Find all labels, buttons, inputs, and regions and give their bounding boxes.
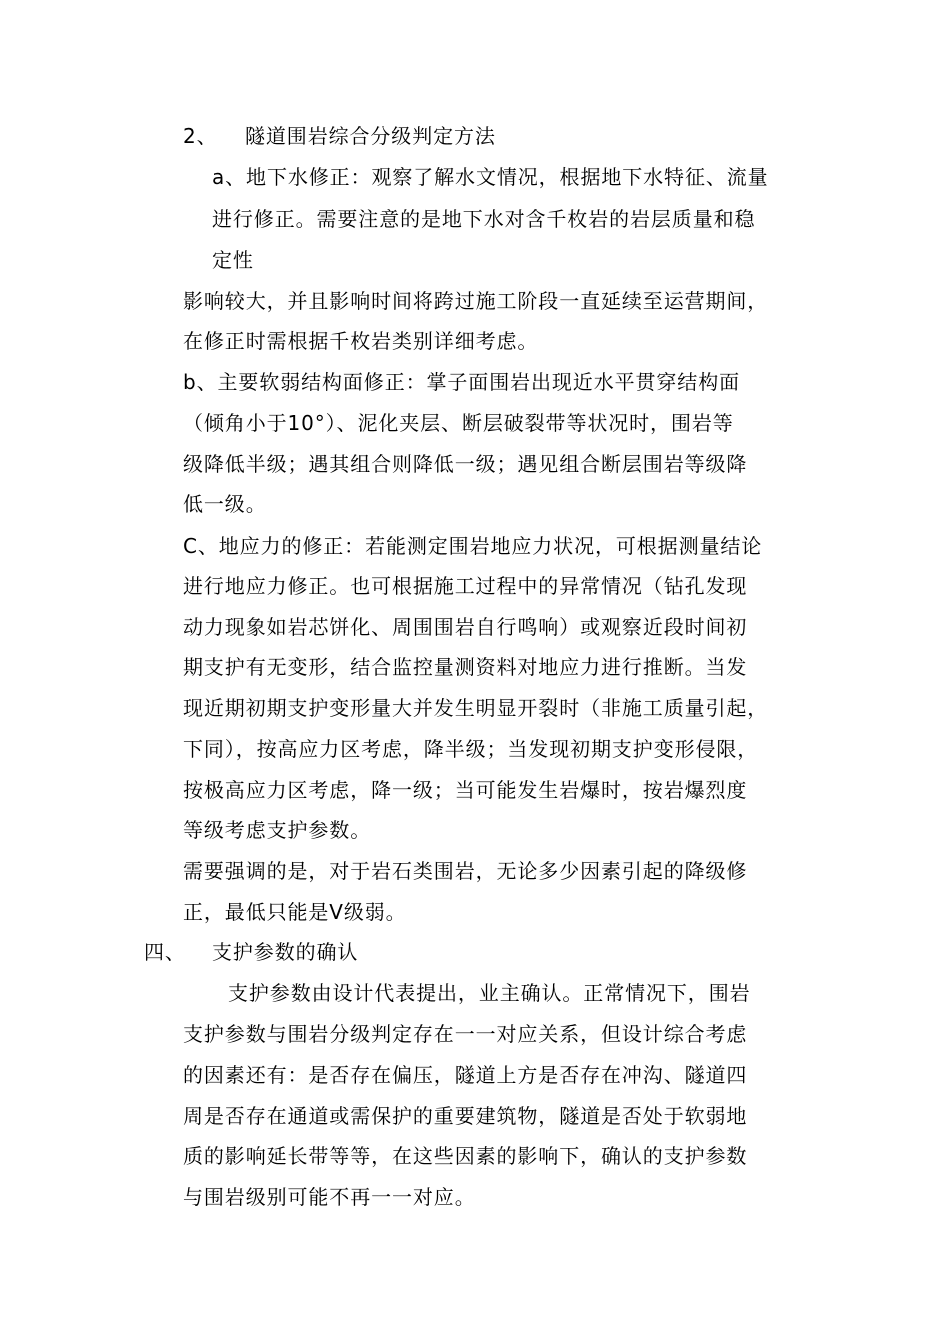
section-number: 四、: [144, 940, 186, 964]
para-support-line: 与围岩级别可能不再一一对应。: [183, 1185, 476, 1209]
section-heading-2: [183, 123, 496, 149]
para-a-line: a、地下水修正：观察了解水文情况，根据地下水特征、流量: [212, 165, 769, 189]
para-a-line: 在修正时需根据千枚岩类别详细考虑。: [183, 329, 539, 353]
section-heading-4: [144, 939, 358, 965]
para-b-line: 级降低半级；遇其组合则降低一级；遇见组合断层围岩等级降: [183, 452, 748, 476]
para-support-line: 支护参数由设计代表提出，业主确认。正常情况下，围岩: [228, 981, 751, 1005]
section-number: 2、: [183, 124, 218, 148]
para-a-line: 影响较大，并且影响时间将跨过施工阶段一直延续至运营期间，: [183, 289, 769, 313]
para-c-line: 期支护有无变形，结合监控量测资料对地应力进行推断。当发: [183, 655, 748, 679]
para-b-line: 低一级。: [183, 492, 267, 516]
para-c-line: 下同），按高应力区考虑，降半级；当发现初期支护变形侵限，: [183, 737, 759, 761]
para-c-line: 现近期初期支护变形量大并发生明显开裂时（非施工质量引起，: [183, 696, 769, 720]
para-c-line: 按极高应力区考虑，降一级；当可能发生岩爆时，按岩爆烈度: [183, 778, 748, 802]
para-b-line: b、主要软弱结构面修正：掌子面围岩出现近水平贯穿结构面: [183, 370, 740, 394]
para-a-line: 定性: [212, 248, 254, 272]
para-support-line: 的因素还有：是否存在偏压，隧道上方是否存在冲沟、隧道四: [183, 1063, 748, 1087]
para-support-line: 支护参数与围岩分级判定存在一一对应关系，但设计综合考虑: [183, 1022, 748, 1046]
para-emphasis-line: 需要强调的是，对于岩石类围岩，无论多少因素引起的降级修: [183, 859, 748, 883]
para-emphasis-line: 正，最低只能是Ⅴ级弱。: [183, 900, 407, 924]
para-support-line: 质的影响延长带等等，在这些因素的影响下，确认的支护参数: [183, 1144, 748, 1168]
section-title: 隧道围岩综合分级判定方法: [245, 124, 496, 148]
para-c-line: 进行地应力修正。也可根据施工过程中的异常情况（钻孔发现: [183, 574, 748, 598]
para-b-line: （倾角小于10°）、泥化夹层、断层破裂带等状况时，围岩等: [183, 411, 734, 435]
section-title: 支护参数的确认: [212, 940, 359, 964]
para-a-line: 进行修正。需要注意的是地下水对含千枚岩的岩层质量和稳: [212, 207, 756, 231]
para-c-line: C、地应力的修正：若能测定围岩地应力状况，可根据测量结论: [183, 534, 763, 558]
para-c-line: 动力现象如岩芯饼化、周围围岩自行鸣响）或观察近段时间初: [183, 615, 748, 639]
para-support-line: 周是否存在通道或需保护的重要建筑物，隧道是否处于软弱地: [183, 1104, 748, 1128]
para-c-line: 等级考虑支护参数。: [183, 818, 372, 842]
